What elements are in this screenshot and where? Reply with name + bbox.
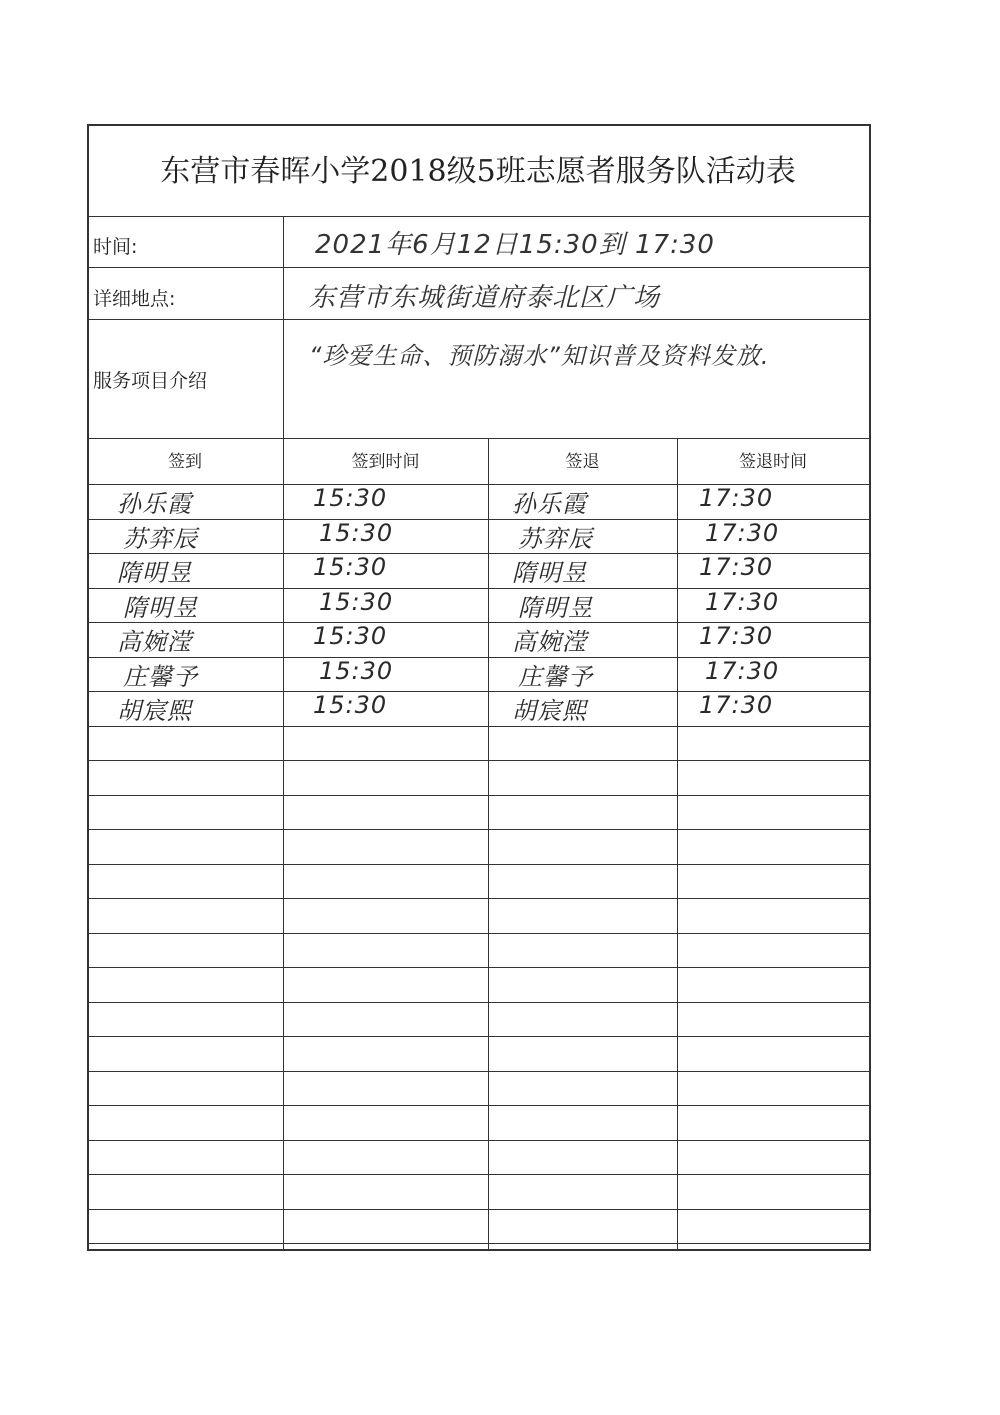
divider (87, 1105, 869, 1106)
sign-in-name: 隋明昱 (123, 594, 198, 622)
sign-in-time: 15:30 (319, 657, 394, 685)
sign-in-time: 15:30 (319, 588, 394, 616)
divider (87, 829, 869, 830)
service-value: “珍爱生命、预防溺水”知识普及资料发放. (309, 342, 770, 370)
location-value: 东营市东城街道府泰北区广场 (309, 283, 661, 313)
sign-out-time: 17:30 (699, 622, 774, 650)
sign-out-name: 苏弈辰 (518, 525, 593, 553)
sign-in-time: 15:30 (313, 484, 388, 512)
sign-in-name: 胡宸熙 (117, 697, 192, 725)
divider (87, 1002, 869, 1003)
divider (87, 1071, 869, 1072)
divider (87, 438, 869, 439)
divider (87, 1174, 869, 1175)
header-sign-out: 签退 (565, 452, 600, 472)
sign-out-name: 胡宸熙 (512, 697, 587, 725)
header-sign-out-time: 签退时间 (739, 452, 807, 472)
divider (87, 319, 869, 320)
sign-in-name: 苏弈辰 (123, 525, 198, 553)
divider (87, 864, 869, 865)
sign-out-time: 17:30 (705, 588, 780, 616)
sign-out-time: 17:30 (705, 519, 780, 547)
divider (488, 438, 489, 1249)
sign-in-name: 庄馨予 (123, 663, 198, 691)
sign-out-name: 高婉滢 (512, 628, 587, 656)
divider (87, 1036, 869, 1037)
sign-in-time: 15:30 (319, 519, 394, 547)
location-label: 详细地点: (93, 288, 176, 310)
sign-out-time: 17:30 (705, 657, 780, 685)
activity-form (87, 124, 869, 1249)
sign-out-name: 隋明昱 (518, 594, 593, 622)
divider (87, 267, 869, 268)
sign-out-time: 17:30 (699, 691, 774, 719)
sign-in-time: 15:30 (313, 691, 388, 719)
divider (87, 1243, 869, 1244)
divider (87, 726, 869, 727)
divider (87, 795, 869, 796)
divider (87, 967, 869, 968)
sign-in-time: 15:30 (313, 553, 388, 581)
divider (283, 216, 284, 438)
divider (87, 1140, 869, 1141)
divider (87, 933, 869, 934)
sign-in-name: 孙乐霞 (117, 490, 192, 518)
divider (677, 438, 678, 1249)
header-sign-in: 签到 (168, 452, 202, 472)
divider (283, 438, 284, 1249)
page-title: 东营市春晖小学2018级5班志愿者服务队活动表 (160, 154, 796, 189)
sign-in-name: 隋明昱 (117, 559, 192, 587)
time-label: 时间: (93, 236, 138, 258)
divider (87, 1209, 869, 1210)
sign-out-name: 隋明昱 (512, 559, 587, 587)
divider (87, 216, 869, 217)
sign-in-time: 15:30 (313, 622, 388, 650)
divider (87, 898, 869, 899)
sign-in-name: 高婉滢 (117, 628, 192, 656)
sign-out-time: 17:30 (699, 553, 774, 581)
service-label: 服务项目介绍 (93, 370, 208, 392)
sign-out-name: 孙乐霞 (512, 490, 587, 518)
time-value: 2021年6月12日15:30到 17:30 (315, 230, 715, 260)
sign-out-name: 庄馨予 (518, 663, 593, 691)
header-sign-in-time: 签到时间 (351, 452, 420, 472)
divider (87, 760, 869, 761)
sign-out-time: 17:30 (699, 484, 774, 512)
